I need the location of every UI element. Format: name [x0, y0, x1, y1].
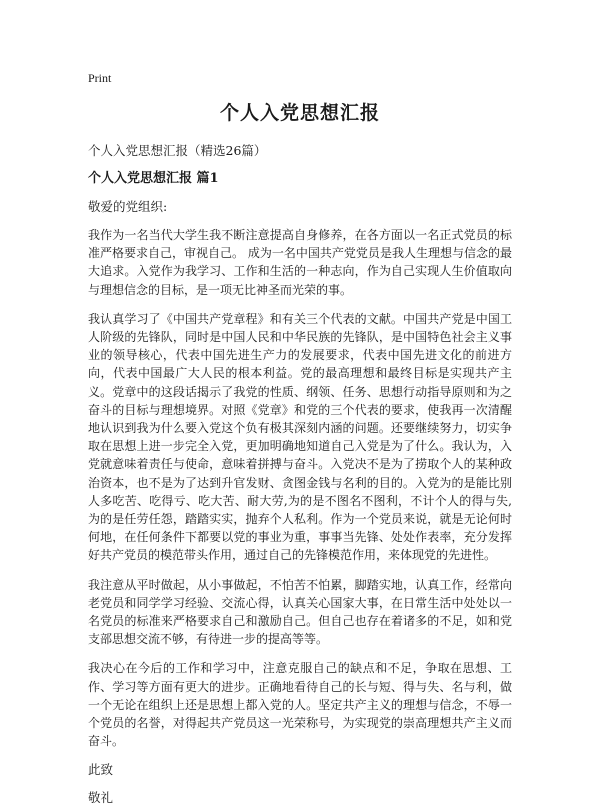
closing-line: 此致	[88, 762, 114, 778]
body-paragraph: 我认真学习了《中国共产党章程》和有关三个代表的文献。中国共产党是中国工人阶级的先锋队，同时是中国人民和中华民族的先锋队，是中国特色社会主义事业的领导核心，代表中国先进生产力的发展要求，代表中国先进文化的前进方向，代表中国最广大人民的根本利益。党的最高理想和最终目标是实现共产主义。党章中的这段话揭示了我党的性质、纲领、任务、思想行动指导原则和为之奋斗的目标与理想境界。对照《党章》和党的三个代表的要求，使我再一次清醒地认识到我为什么要入党这个负有极其深刻内涵的问题。还要继续努力，切实争取在思想上进一步完全入党，更加明确地知道自己入党是为了什么。我认为，入党就意味着责任与使命，意味着拼搏与奋斗。入党决不是为了捞取个人的某种政治资本，也不是为了达到升官发财、贪图金钱与名利的目的。入党为的是能比别人多吃苦、吃得亏、吃大苦、耐大劳,为的是不图名不图利，不计个人的得与失,为的是任劳任怨，踏踏实实，抛弃个人私利。作为一个党员来说，就是无论何时何地，在任何条件下都要以党的事业为重，事事当先锋、处处作表率，充分发挥好共产党员的模范带头作用，通过自己的先锋模范作用，来体现党的先进性。	[88, 311, 512, 563]
document-subtitle: 个人入党思想汇报（精选26篇）	[88, 143, 267, 158]
section-heading: 个人入党思想汇报 篇1	[88, 171, 219, 186]
print-label: Print	[88, 71, 112, 85]
closing-line: 敬礼	[88, 790, 114, 806]
body-paragraph: 我决心在今后的工作和学习中，注意克服自己的缺点和不足，争取在思想、工作、学习等方面有更大的进步。正确地看待自己的长与短、得与失、名与利，做一个无论在组织上还是思想上都入党的人。坚定共产主义的理想与信念，不辱一个党员的名誉，对得起共产党员这一光荣称号，为实现党的崇高理想共产主义而奋斗。	[88, 661, 512, 749]
body-paragraph: 我作为一名当代大学生我不断注意提高自身修养，在各方面以一名正式党员的标准严格要求自己，审视自己。 成为一名中国共产党党员是我人生理想与信念的最大追求。入党作为我学习、工作和生活的一种志向，作为自己实现人生价值取向与理想信念的目标，是一项无比神圣而光荣的事。	[88, 228, 512, 297]
salutation: 敬爱的党组织:	[88, 199, 168, 214]
body-paragraph: 我注意从平时做起，从小事做起，不怕苦不怕累，脚踏实地，认真工作，经常向老党员和同学学习经验、交流心得，认真关心国家大事，在日常生活中处处以一名党员的标准来严格要求自己和激励自己。但自己也存在着诸多的不足，如和党支部思想交流不够，有待进一步的提高等等。	[88, 577, 512, 647]
document-title: 个人入党思想汇报	[219, 102, 380, 124]
